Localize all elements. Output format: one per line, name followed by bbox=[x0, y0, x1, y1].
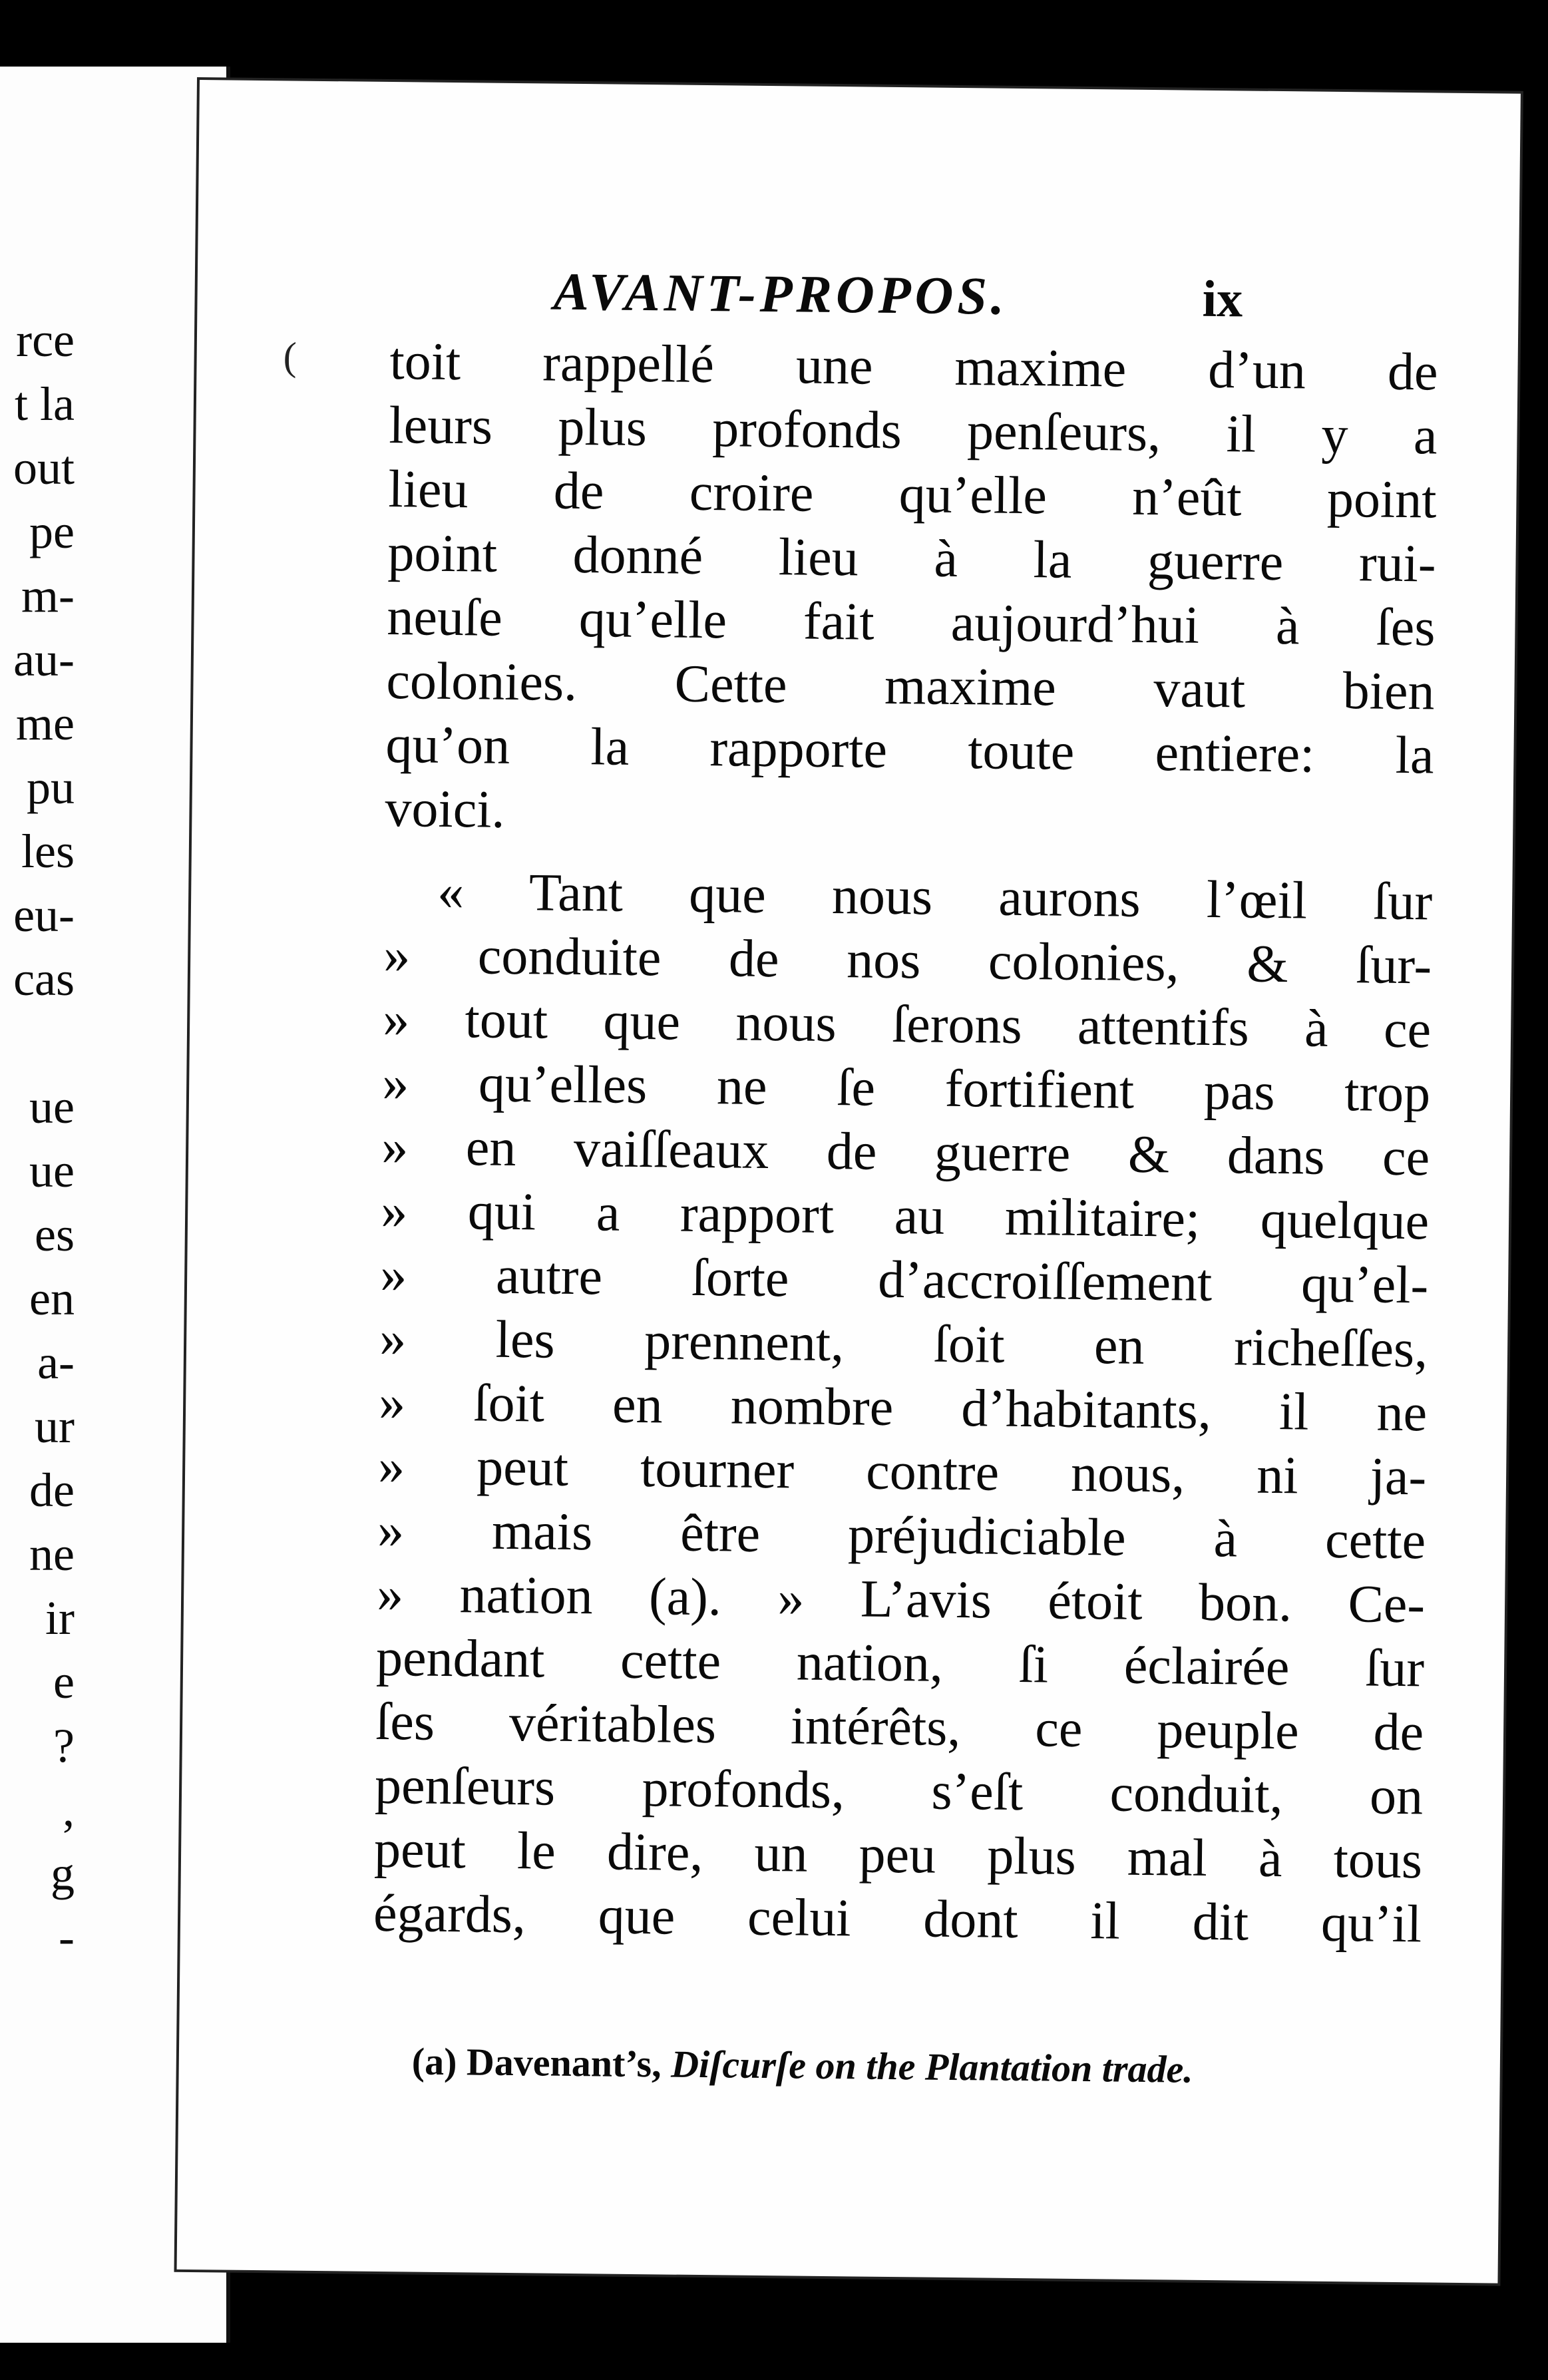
facing-page-text-fragment: rce bbox=[16, 313, 75, 367]
facing-page-text-fragment: out bbox=[13, 441, 75, 495]
book-page bbox=[177, 80, 1521, 2283]
facing-page-text-fragment: eu- bbox=[13, 889, 75, 942]
facing-page-text-fragment: ne bbox=[29, 1527, 75, 1581]
text-line: colonies. Cette maxime vaut bien bbox=[386, 651, 1435, 721]
text-line: » ſoit en nombre d’habitants, il ne bbox=[378, 1372, 1428, 1443]
text-line: » les prennent, ſoit en richeſſes, bbox=[379, 1308, 1428, 1379]
facing-page-text-fragment: m- bbox=[21, 569, 75, 622]
text-line: ſes véritables intérêts, ce peuple de bbox=[375, 1692, 1424, 1762]
text-line: » autre ſorte d’accroiſſement qu’el- bbox=[379, 1245, 1429, 1315]
facing-page-text-fragment: au- bbox=[13, 633, 75, 686]
facing-page-text-fragment: pu bbox=[27, 761, 75, 814]
facing-page-text-fragment: ue bbox=[29, 1080, 75, 1133]
facing-page-text-fragment: de bbox=[29, 1464, 75, 1517]
text-line: point donné lieu à la guerre rui- bbox=[387, 524, 1436, 594]
facing-page-text-fragment: ur bbox=[35, 1400, 75, 1453]
text-line: » nation (a). » L’avis étoit bon. Ce- bbox=[376, 1564, 1426, 1635]
text-line: leurs plus profonds penſeurs, il y a bbox=[389, 396, 1438, 466]
facing-page-text-fragment: g bbox=[51, 1847, 75, 1900]
facing-page-text-fragment: les bbox=[21, 825, 75, 878]
text-line: neuſe qu’elle fait aujourd’hui à ſes bbox=[387, 587, 1436, 658]
text-line: égards, que celui dont il dit qu’il bbox=[373, 1884, 1422, 1954]
facing-page-text-fragment: ir bbox=[45, 1591, 75, 1645]
facing-page-text-fragment: pe bbox=[29, 505, 75, 558]
facing-page-text-fragment: t la bbox=[15, 377, 75, 431]
facing-page-text-fragment: a- bbox=[37, 1336, 75, 1389]
footnote-marker: (a) bbox=[411, 2039, 457, 2084]
text-line: » qui a rapport au militaire; quelque bbox=[380, 1181, 1430, 1251]
facing-page-text-fragment: en bbox=[29, 1272, 75, 1325]
text-line: « Tant que nous aurons l’œil ſur bbox=[437, 862, 1433, 932]
text-line: » conduite de nos colonies, & ſur- bbox=[383, 925, 1432, 996]
facing-page-text-fragment: , bbox=[63, 1783, 75, 1836]
text-line: » peut tourner contre nous, ni ja- bbox=[377, 1436, 1427, 1507]
text-line: voici. bbox=[385, 779, 505, 839]
facing-page-text-fragment: ue bbox=[29, 1144, 75, 1197]
facing-page-text-fragment: cas bbox=[13, 952, 75, 1006]
text-line: » tout que nous ſerons attentifs à ce bbox=[382, 989, 1432, 1060]
text-line: penſeurs profonds, s’eſt conduit, on bbox=[374, 1756, 1424, 1826]
facing-page-text-fragment: e bbox=[53, 1655, 75, 1708]
footnote-author: Davenant’s, bbox=[466, 2040, 662, 2086]
text-line: lieu de croire qu’elle n’eût point bbox=[388, 460, 1437, 530]
facing-page-text-fragment: me bbox=[16, 697, 75, 750]
text-line: qu’on la rapporte toute entiere: la bbox=[385, 715, 1434, 785]
margin-mark: ( bbox=[283, 334, 297, 379]
text-line: toit rappellé une maxime d’un de bbox=[389, 332, 1438, 402]
text-line: pendant cette nation, ſi éclairée ſur bbox=[375, 1628, 1425, 1698]
body-text bbox=[373, 329, 1438, 1956]
text-line: » en vaiſſeaux de guerre & dans ce bbox=[381, 1117, 1430, 1187]
text-line: » qu’elles ne ſe fortifient pas trop bbox=[381, 1053, 1431, 1123]
text-line: » mais être préjudiciable à cette bbox=[377, 1500, 1426, 1571]
footnote bbox=[411, 2039, 1193, 2092]
facing-page-text-fragment: ? bbox=[53, 1719, 75, 1772]
footnote-title: Diſcurſe on the Plantation trade. bbox=[670, 2042, 1194, 2091]
facing-page-text-fragment: es bbox=[35, 1208, 75, 1261]
page-number: ix bbox=[1202, 269, 1243, 328]
running-head: AVANT-PROPOS. bbox=[553, 262, 1009, 326]
text-line: peut le dire, un peu plus mal à tous bbox=[373, 1820, 1423, 1890]
facing-page-text-fragment: - bbox=[59, 1911, 75, 1964]
